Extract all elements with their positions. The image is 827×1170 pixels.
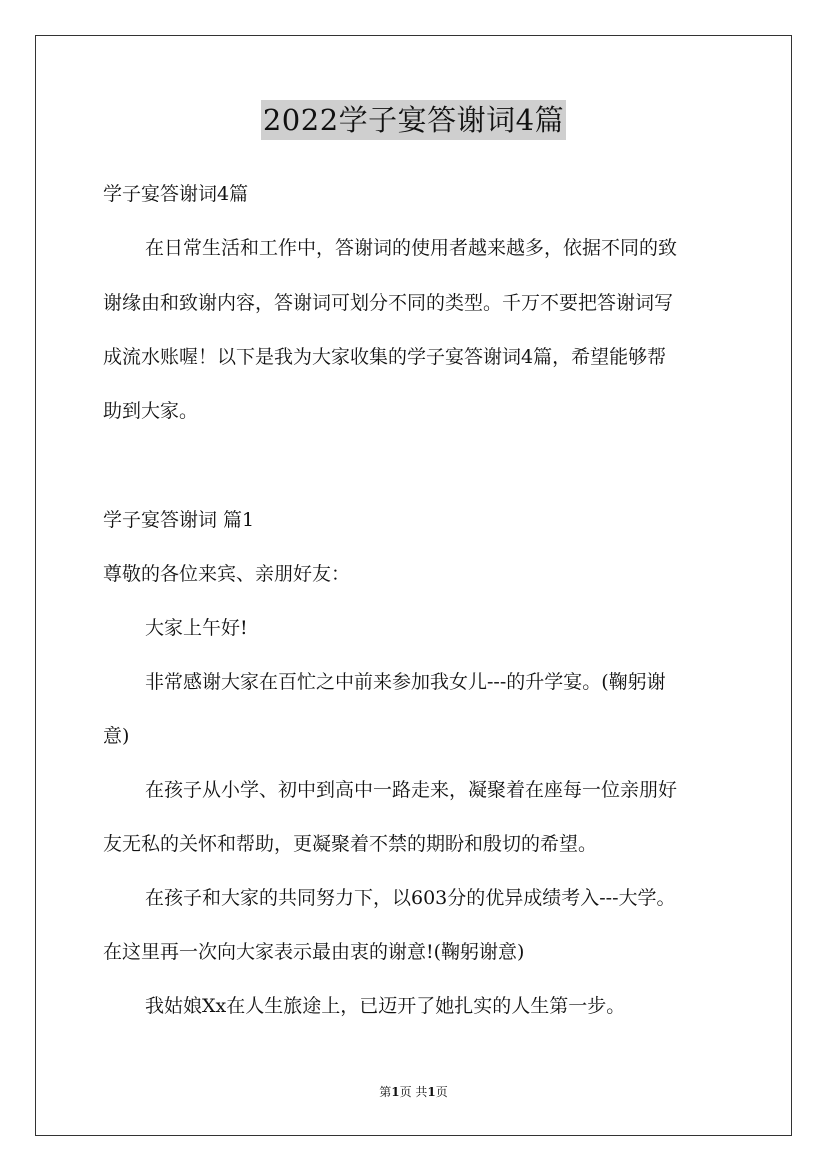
- body-line: 在这里再一次向大家表示最由衷的谢意!(鞠躬谢意): [103, 941, 525, 963]
- intro-line: 谢缘由和致谢内容，答谢词可划分不同的类型。千万不要把答谢词写: [103, 292, 674, 314]
- page-total: 1: [427, 1085, 436, 1099]
- body-line: 在孩子和大家的共同努力下，以603分的优异成绩考入---大学。: [145, 887, 676, 909]
- intro-line: 成流水账喔！以下是我为大家收集的学子宴答谢词4篇，希望能够帮: [103, 346, 667, 368]
- document-subtitle: 学子宴答谢词4篇: [103, 183, 249, 205]
- document-title: 2022学子宴答谢词4篇: [261, 100, 566, 140]
- intro-line: 在日常生活和工作中，答谢词的使用者越来越多，依据不同的致: [145, 237, 678, 259]
- section-heading: 学子宴答谢词 篇1: [103, 509, 255, 531]
- page-prefix: 第: [379, 1085, 392, 1099]
- page-suffix: 页: [435, 1085, 448, 1099]
- page-current: 1: [391, 1085, 400, 1099]
- body-line: 我姑娘Xx在人生旅途上，已迈开了她扎实的人生第一步。: [145, 995, 626, 1017]
- salutation: 尊敬的各位来宾、亲朋好友：: [103, 563, 351, 585]
- body-line: 非常感谢大家在百忙之中前来参加我女儿---的升学宴。(鞠躬谢: [145, 671, 666, 693]
- body-line: 在孩子从小学、初中到高中一路走来，凝聚着在座每一位亲朋好: [145, 779, 678, 801]
- intro-line: 助到大家。: [103, 400, 199, 422]
- body-line: 意): [103, 725, 130, 747]
- body-line: 大家上午好!: [145, 617, 248, 639]
- page-mid: 页 共: [399, 1085, 428, 1099]
- title-container: [0, 100, 827, 140]
- body-line: 友无私的关怀和帮助，更凝聚着不禁的期盼和殷切的希望。: [103, 833, 598, 855]
- page-footer: [0, 1084, 827, 1100]
